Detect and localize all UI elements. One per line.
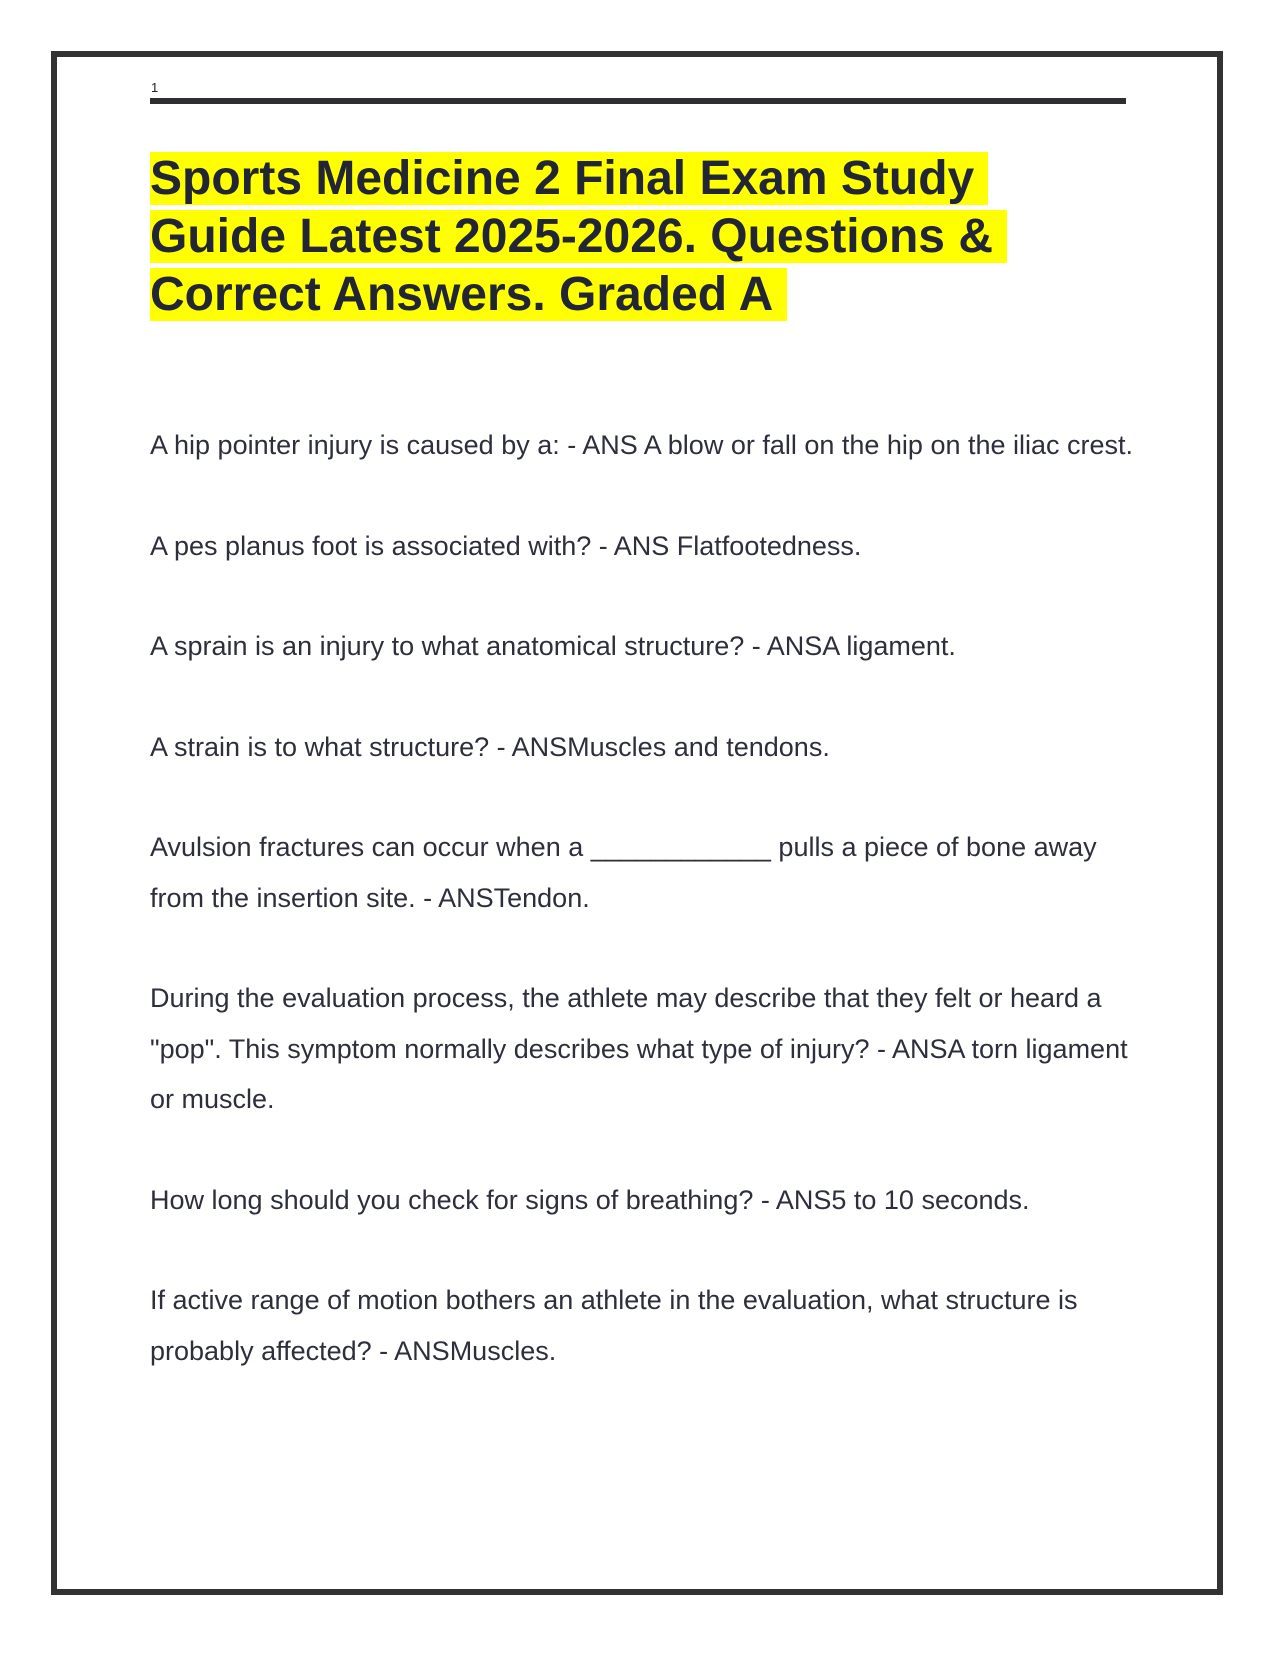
qa-item: How long should you check for signs of breathing? - ANS5 to 10 seconds.	[150, 1184, 1030, 1215]
header-rule	[150, 98, 1126, 104]
qa-item: During the evaluation process, the athlete may describe that they felt or heard a "pop". This symptom normally describes what type of injury? - ANSA torn ligament or muscle.	[150, 983, 1128, 1114]
qa-list	[150, 420, 1135, 1426]
qa-item: A hip pointer injury is caused by a: - ANS A blow or fall on the hip on the iliac crest.	[150, 430, 1134, 460]
page-number: 1	[151, 80, 159, 95]
qa-item: A strain is to what structure? - ANSMuscles and tendons.	[150, 731, 830, 762]
document-title-text: Sports Medicine 2 Final Exam Study Guide Latest 2025-2026. Questions & Correct Answers. Graded A	[150, 152, 1007, 321]
qa-item: If active range of motion bothers an athlete in the evaluation, what structure is probably affected? - ANSMuscles.	[150, 1285, 1078, 1366]
document-title	[150, 150, 1110, 324]
qa-item: Avulsion fractures can occur when a ____________ pulls a piece of bone away from the insertion site. - ANSTendon.	[150, 832, 1097, 913]
qa-item: A sprain is an injury to what anatomical structure? - ANSA ligament.	[150, 631, 956, 661]
qa-item: A pes planus foot is associated with? - ANS Flatfootedness.	[150, 530, 862, 561]
